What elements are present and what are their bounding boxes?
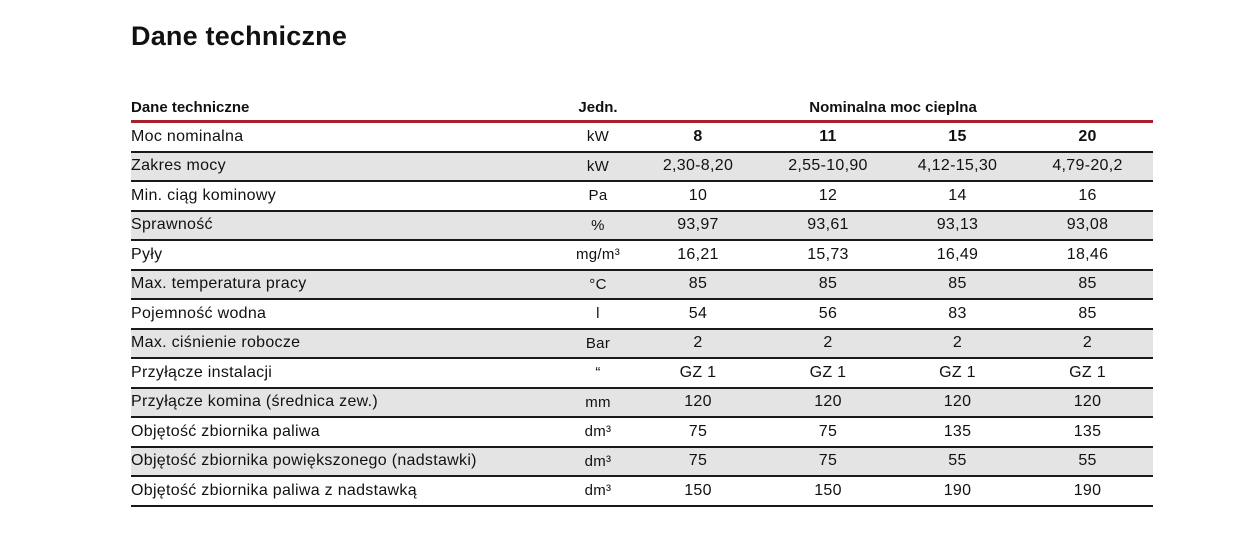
cell-value: 93,61 <box>763 211 893 241</box>
technical-data-table <box>131 90 1153 507</box>
header-parameter-name: Dane techniczne <box>131 90 563 122</box>
cell-value: 2,55-10,90 <box>763 152 893 182</box>
cell-value: 85 <box>893 270 1022 300</box>
cell-value: 85 <box>1022 299 1153 329</box>
cell-value: 16,21 <box>633 240 763 270</box>
cell-value: 16 <box>1022 181 1153 211</box>
table-row <box>131 152 1153 182</box>
cell-value: 2 <box>763 329 893 359</box>
cell-value: 16,49 <box>893 240 1022 270</box>
row-label: Max. temperatura pracy <box>131 270 563 300</box>
row-unit: % <box>563 211 633 241</box>
cell-value: 15 <box>893 122 1022 152</box>
table-row <box>131 240 1153 270</box>
cell-value: 54 <box>633 299 763 329</box>
cell-value: 93,13 <box>893 211 1022 241</box>
cell-value: 120 <box>893 388 1022 418</box>
table-row <box>131 358 1153 388</box>
table-row <box>131 329 1153 359</box>
cell-value: 120 <box>1022 388 1153 418</box>
row-unit: kW <box>563 122 633 152</box>
cell-value: GZ 1 <box>893 358 1022 388</box>
row-unit: °C <box>563 270 633 300</box>
row-unit: mm <box>563 388 633 418</box>
cell-value: 75 <box>763 417 893 447</box>
cell-value: 2 <box>893 329 1022 359</box>
cell-value: 56 <box>763 299 893 329</box>
page-title: Dane techniczne <box>131 21 348 51</box>
row-unit: dm³ <box>563 476 633 506</box>
row-unit: dm³ <box>563 447 633 477</box>
row-unit: Bar <box>563 329 633 359</box>
table-row <box>131 417 1153 447</box>
row-unit: dm³ <box>563 417 633 447</box>
cell-value: 135 <box>1022 417 1153 447</box>
cell-value: GZ 1 <box>1022 358 1153 388</box>
cell-value: 93,97 <box>633 211 763 241</box>
cell-value: 55 <box>893 447 1022 477</box>
cell-value: GZ 1 <box>763 358 893 388</box>
cell-value: 150 <box>763 476 893 506</box>
cell-value: 2 <box>1022 329 1153 359</box>
cell-value: 14 <box>893 181 1022 211</box>
row-label: Objętość zbiornika powiększonego (nadstawki) <box>131 447 563 477</box>
cell-value: 75 <box>633 417 763 447</box>
cell-value: 20 <box>1022 122 1153 152</box>
cell-value: 85 <box>633 270 763 300</box>
table-row <box>131 270 1153 300</box>
table-row <box>131 211 1153 241</box>
row-unit: “ <box>563 358 633 388</box>
cell-value: 83 <box>893 299 1022 329</box>
row-label: Pojemność wodna <box>131 299 563 329</box>
row-unit: Pa <box>563 181 633 211</box>
cell-value: 55 <box>1022 447 1153 477</box>
row-label: Zakres mocy <box>131 152 563 182</box>
row-label: Min. ciąg kominowy <box>131 181 563 211</box>
cell-value: 4,12-15,30 <box>893 152 1022 182</box>
row-label: Max. ciśnienie robocze <box>131 329 563 359</box>
cell-value: 12 <box>763 181 893 211</box>
cell-value: 75 <box>633 447 763 477</box>
table-row <box>131 181 1153 211</box>
header-unit: Jedn. <box>563 90 633 122</box>
cell-value: 190 <box>1022 476 1153 506</box>
cell-value: 120 <box>633 388 763 418</box>
cell-value: 190 <box>893 476 1022 506</box>
cell-value: 10 <box>633 181 763 211</box>
cell-value: 120 <box>763 388 893 418</box>
cell-value: 2 <box>633 329 763 359</box>
table-row <box>131 122 1153 152</box>
cell-value: 2,30-8,20 <box>633 152 763 182</box>
table-row <box>131 388 1153 418</box>
row-label: Pyły <box>131 240 563 270</box>
cell-value: 135 <box>893 417 1022 447</box>
cell-value: 8 <box>633 122 763 152</box>
row-unit: mg/m³ <box>563 240 633 270</box>
cell-value: 85 <box>1022 270 1153 300</box>
table-row <box>131 447 1153 477</box>
cell-value: 93,08 <box>1022 211 1153 241</box>
table-header-row <box>131 90 1153 122</box>
row-label: Przyłącze instalacji <box>131 358 563 388</box>
table-row <box>131 476 1153 506</box>
cell-value: 150 <box>633 476 763 506</box>
row-label: Moc nominalna <box>131 122 563 152</box>
cell-value: 18,46 <box>1022 240 1153 270</box>
row-label: Objętość zbiornika paliwa <box>131 417 563 447</box>
cell-value: 15,73 <box>763 240 893 270</box>
row-label: Objętość zbiornika paliwa z nadstawką <box>131 476 563 506</box>
cell-value: 11 <box>763 122 893 152</box>
cell-value: 4,79-20,2 <box>1022 152 1153 182</box>
cell-value: 75 <box>763 447 893 477</box>
cell-value: 85 <box>763 270 893 300</box>
row-unit: l <box>563 299 633 329</box>
row-label: Przyłącze komina (średnica zew.) <box>131 388 563 418</box>
table-row <box>131 299 1153 329</box>
cell-value: GZ 1 <box>633 358 763 388</box>
row-unit: kW <box>563 152 633 182</box>
row-label: Sprawność <box>131 211 563 241</box>
header-nominal-power: Nominalna moc cieplna <box>633 90 1153 122</box>
